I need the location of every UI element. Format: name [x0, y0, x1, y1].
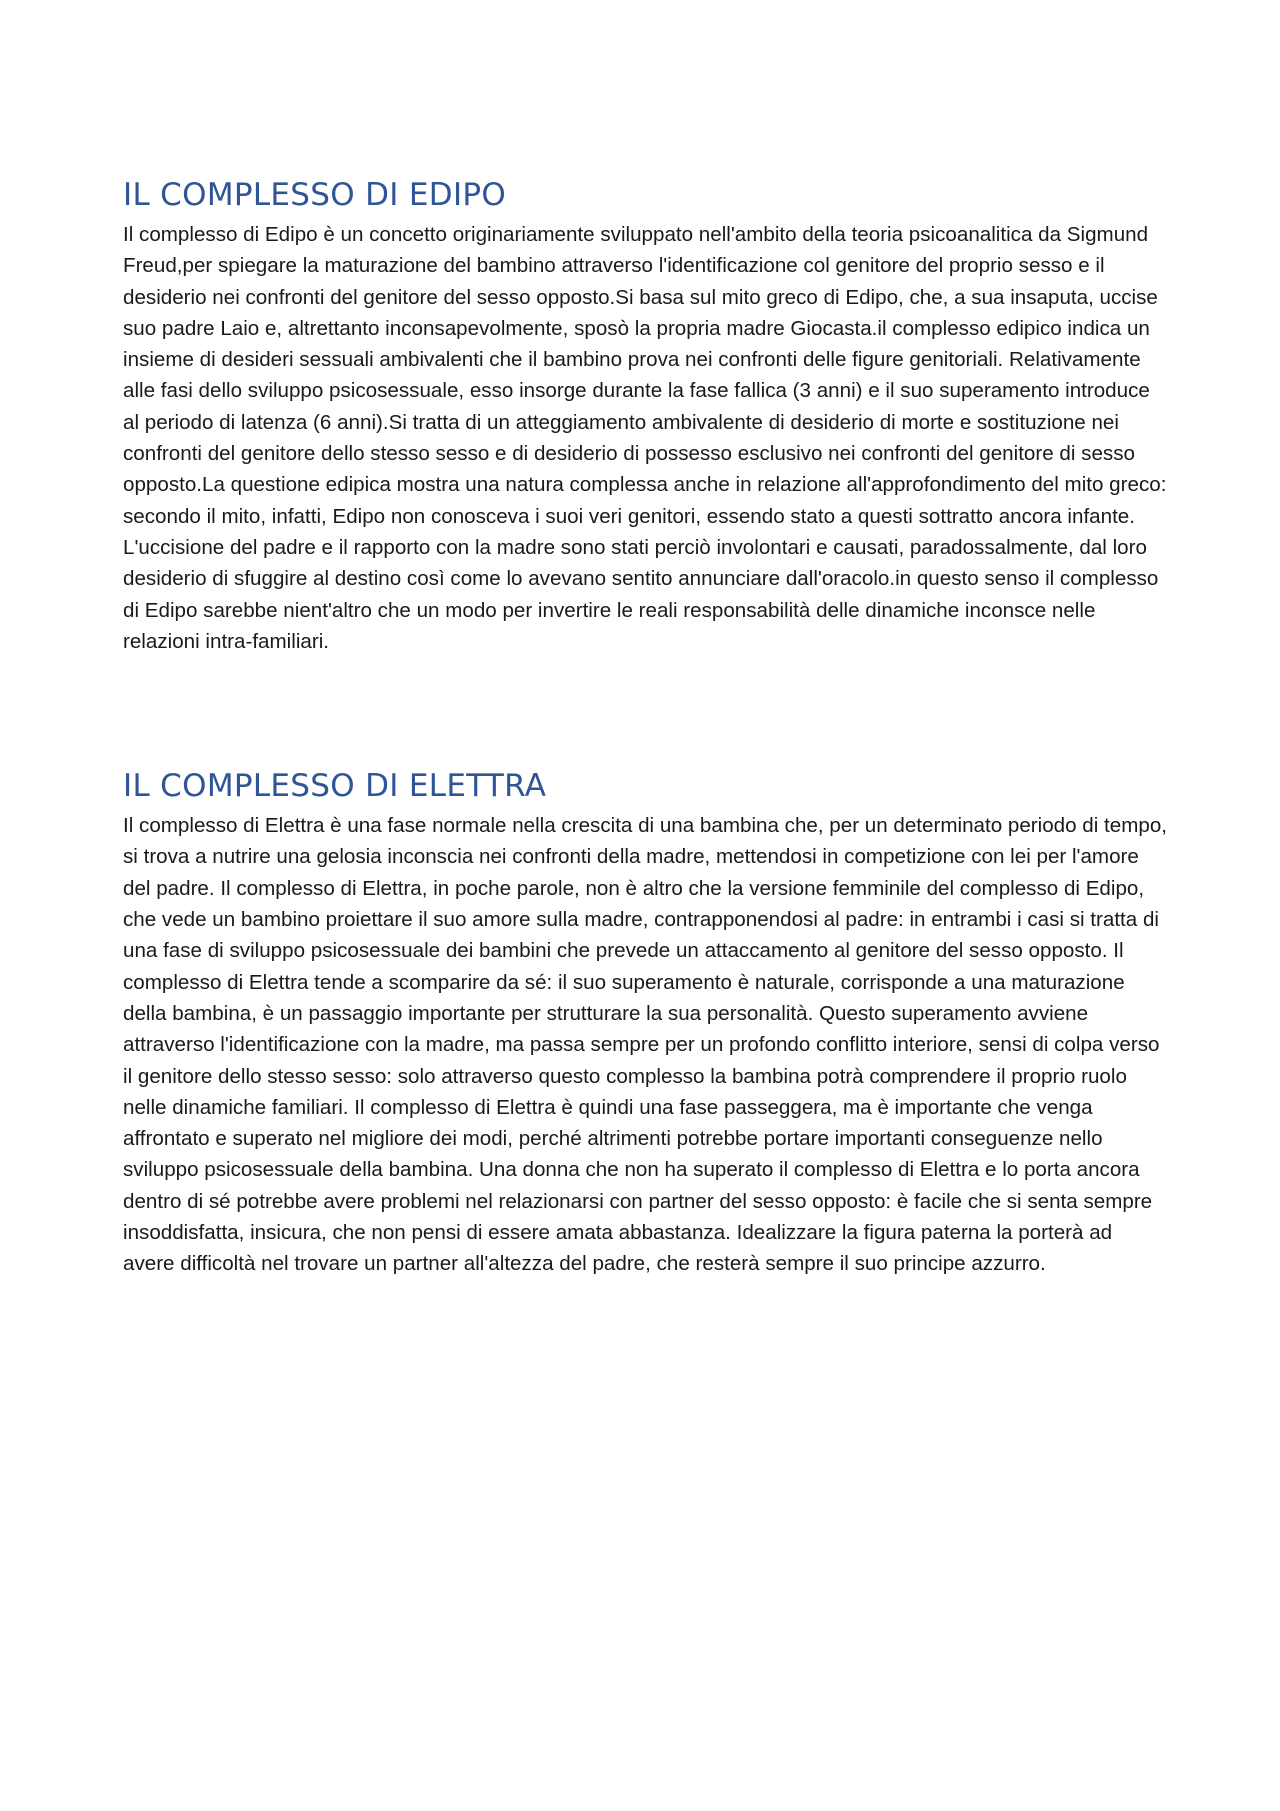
section-elettra [123, 766, 1168, 1279]
section-title-elettra: IL COMPLESSO DI ELETTRA [123, 768, 547, 805]
section-title-edipo: IL COMPLESSO DI EDIPO [123, 177, 507, 213]
section-body-elettra: Il complesso di Elettra è una fase normale nella crescita di una bambina che, per un determinato periodo di tempo, si trova a nutrire una gelosia inconscia nei confronti della madre, mettendosi in competizione con lei per l'amore del padre. Il complesso di Elettra, in poche parole, non è altro che la versione femminile del complesso di Edipo, che vede un bambino proiettare il suo amore sulla madre, contrapponendosi al padre: in entrambi i casi si tratta di una fase di sviluppo psicosessuale dei bambini che prevede un attaccamento al genitore del sesso opposto. Il complesso di Elettra tende a scomparire da sé: il suo superamento è naturale, corrisponde a una maturazione della bambina, è un passaggio importante per strutturare la sua personalità. Questo superamento avviene attraverso l'identificazione con la madre, ma passa sempre per un profondo conflitto interiore, sensi di colpa verso il genitore dello stesso sesso: solo attraverso questo complesso la bambina potrà comprendere il proprio ruolo nelle dinamiche familiari. Il complesso di Elettra è quindi una fase passeggera, ma è importante che venga affrontato e superato nel migliore dei modi, perché altrimenti potrebbe portare importanti conseguenze nello sviluppo psicosessuale della bambina. Una donna che non ha superato il complesso di Elettra e lo porta ancora dentro di sé potrebbe avere problemi nel relazionarsi con partner del sesso opposto: è facile che si senta sempre insoddisfatta, insicura, che non pensi di essere amata abbastanza. Idealizzare la figura paterna la porterà ad avere difficoltà nel trovare un partner all'altezza del padre, che resterà sempre il suo principe azzurro. [123, 814, 1168, 1276]
section-body-edipo: Il complesso di Edipo è un concetto originariamente sviluppato nell'ambito della teoria psicoanalitica da Sigmund Freud,per spiegare la maturazione del bambino attraverso l'identificazione col genitore del proprio sesso e il desiderio nei confronti del genitore del sesso opposto.Si basa sul mito greco di Edipo, che, a sua insaputa, uccise suo padre Laio e, altrettanto inconsapevolmente, sposò la propria madre Giocasta.il complesso edipico indica un insieme di desideri sessuali ambivalenti che il bambino prova nei confronti delle figure genitoriali. Relativamente alle fasi dello sviluppo psicosessuale, esso insorge durante la fase fallica (3 anni) e il suo superamento introduce al periodo di latenza (6 anni).Si tratta di un atteggiamento ambivalente di desiderio di morte e sostituzione nei confronti del genitore dello stesso sesso e di desiderio di possesso esclusivo nei confronti del genitore di sesso opposto.La questione edipica mostra una natura complessa anche in relazione all'approfondimento del mito greco: secondo il mito, infatti, Edipo non conosceva i suoi veri genitori, essendo stato a questi sottratto ancora infante. L'uccisione del padre e il rapporto con la madre sono stati perciò involontari e causati, paradossalmente, dal loro desiderio di sfuggire al destino così come lo avevano sentito annunciare dall'oracolo.in questo senso il complesso di Edipo sarebbe nient'altro che un modo per invertire le reali responsabilità delle dinamiche inconsce nelle relazioni intra-familiari. [123, 223, 1167, 653]
document-page [123, 175, 1168, 1280]
section-edipo [123, 175, 1168, 657]
